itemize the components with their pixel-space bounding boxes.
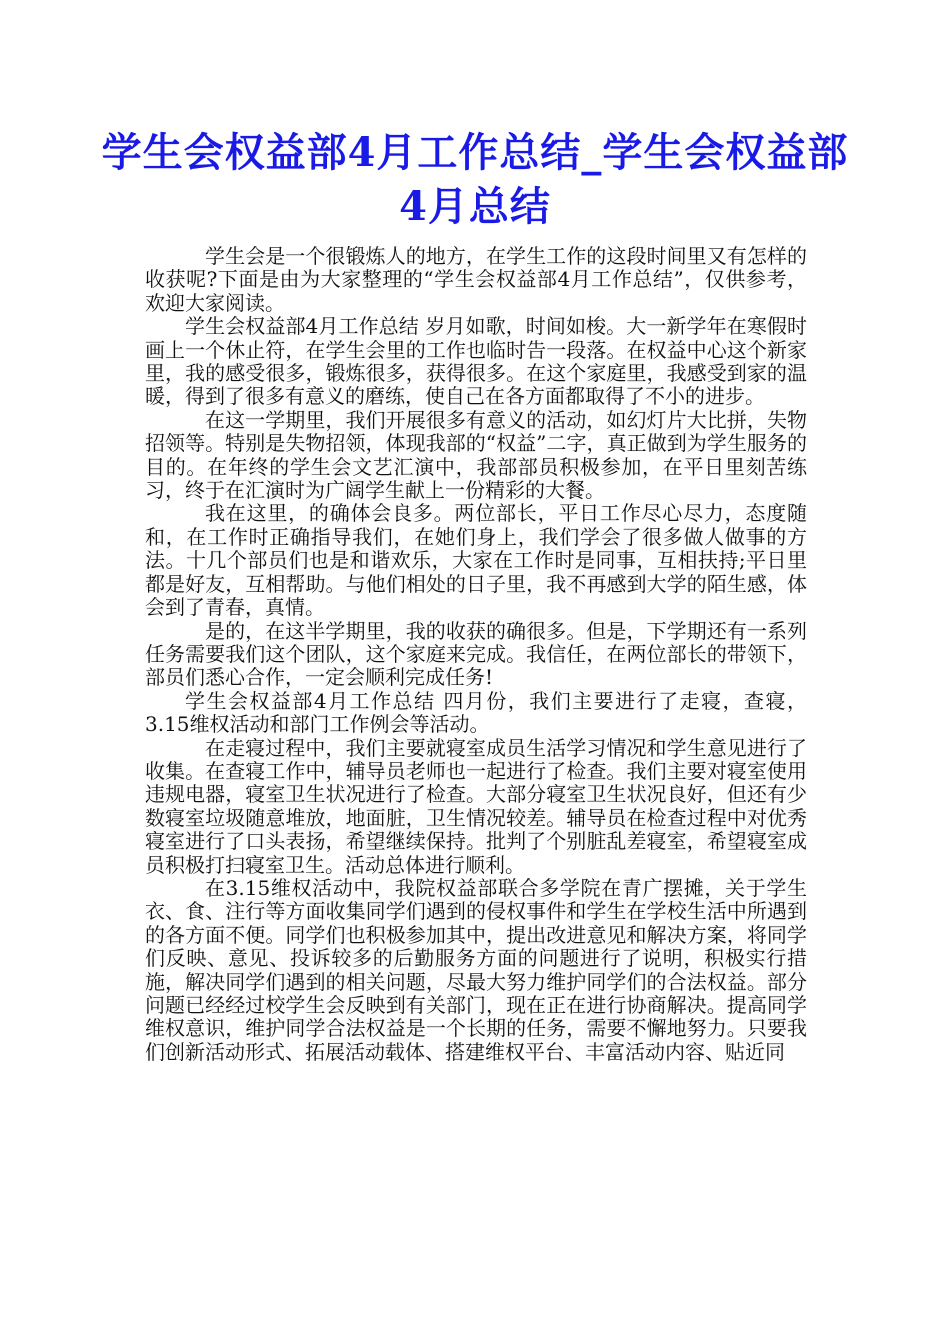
paragraph-dorm-check: 在走寝过程中，我们主要就寝室成员生活学习情况和学生意见进行了收集。在查寝工作中，辅导员老师也一起进行了检查。我们主要对寝室使用违规电器，寝室卫生状况进行了检查。大部分寝室卫生状况良好，但还有少数寝室垃圾随意堆放，地面脏，卫生情况较差。辅导员在检查过程中对优秀寝室进行了口头表扬，希望继续保持。批判了个别脏乱差寝室，希望寝室成员积极打扫寝室卫生。活动总体进行顺利。 xyxy=(145,735,807,877)
document-body xyxy=(145,245,807,1064)
paragraph-summary-2: 学生会权益部4月工作总结 四月份，我们主要进行了走寝，查寝，3.15维权活动和部门工作例会等活动。 xyxy=(145,688,807,737)
paragraph-activities: 在这一学期里，我们开展很多有意义的活动，如幻灯片大比拼，失物招领等。特别是失物招领，体现我部的“权益”二字，真正做到为学生服务的目的。在年终的学生会文艺汇演中，我部部员积极参加，在平日里刻苦练习，终于在汇演时为广阔学生献上一份精彩的大餐。 xyxy=(145,407,807,503)
paragraph-reflection: 我在这里，的确体会良多。两位部长，平日工作尽心尽力，态度随和，在工作时正确指导我们，在她们身上，我们学会了很多做人做事的方法。十几个部员们也是和谐欢乐，大家在工作时是同事，互相扶持;平日里都是好友，互相帮助。与他们相处的日子里，我不再感到大学的陌生感，体会到了青春，真情。 xyxy=(145,501,807,620)
paragraph-intro: 学生会是一个很锻炼人的地方，在学生工作的这段时间里又有怎样的收获呢?下面是由为大家整理的“学生会权益部4月工作总结”，仅供参考，欢迎大家阅读。 xyxy=(145,244,807,315)
paragraph-summary-1: 学生会权益部4月工作总结 岁月如歌，时间如梭。大一新学年在寒假时画上一个休止符，在学生会里的工作也临时告一段落。在权益中心这个新家里，我的感受很多，锻炼很多，获得很多。在这个家庭里，我感受到家的温暖，得到了很多有意义的磨练，使自己在各方面都取得了不小的进步。 xyxy=(145,314,807,409)
paragraph-rights-activity: 在3.15维权活动中，我院权益部联合多学院在青广摆摊，关于学生衣、食、注行等方面收集同学们遇到的侵权事件和学生在学校生活中所遇到的各方面不便。同学们也积极参加其中，提出改进意见和解决方案，将同学们反映、意见、投诉较多的后勤服务方面的问题进行了说明，积极实行措施，解决同学们遇到的相关问题，尽最大努力维护同学们的合法权益。部分问题已经经过校学生会反映到有关部门，现在正在进行协商解决。提高同学维权意识，维护同学合法权益是一个长期的任务，需要不懈地努力。只要我们创新活动形式、拓展活动载体、搭建维权平台、丰富活动内容、贴近同 xyxy=(145,875,807,1064)
paragraph-harvest: 是的，在这半学期里，我的收获的确很多。但是，下学期还有一系列任务需要我们这个团队，这个家庭来完成。我信任，在两位部长的带领下，部员们悉心合作，一定会顺利完成任务! xyxy=(145,618,807,690)
document-title: 学生会权益部4月工作总结_学生会权益部4月总结 xyxy=(101,129,849,230)
